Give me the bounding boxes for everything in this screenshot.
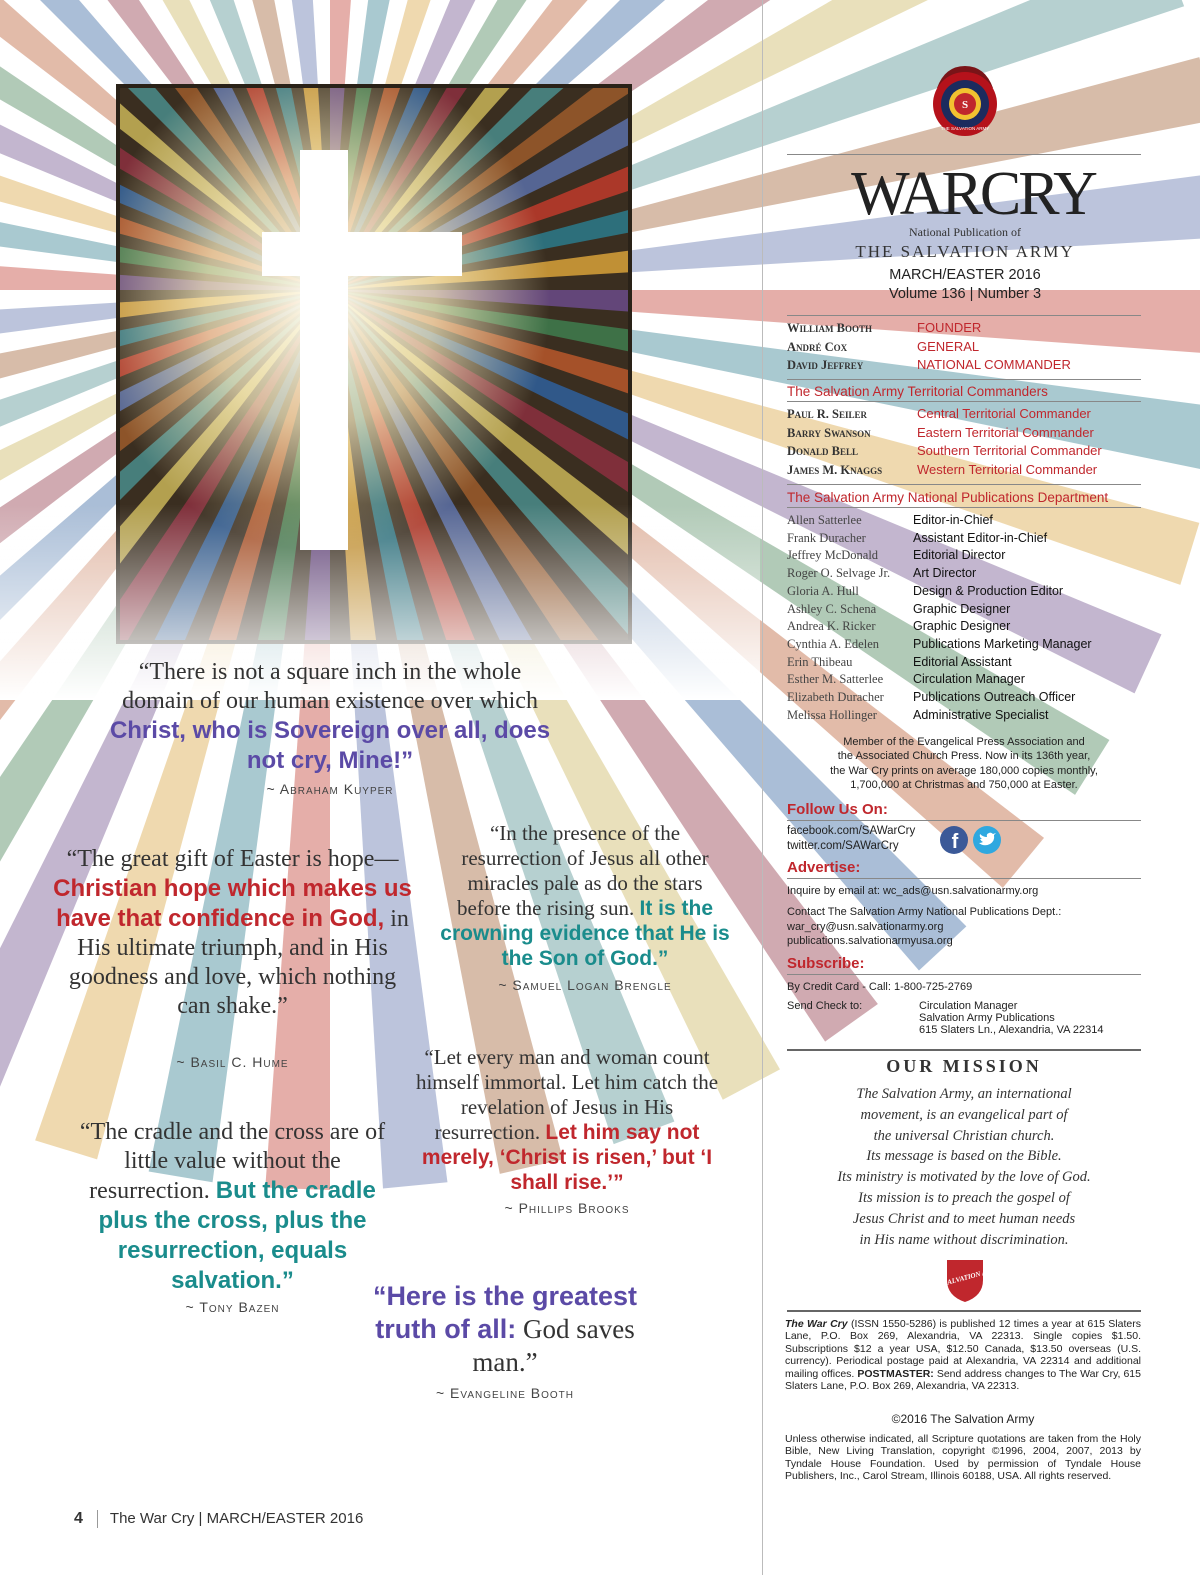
list-item xyxy=(787,424,1094,442)
page-folio xyxy=(74,1510,363,1528)
quote-highlight: “Here is the greatest truth of all: xyxy=(372,1281,638,1344)
list-item xyxy=(787,583,1063,601)
person-name: Jeffrey McDonald xyxy=(787,548,879,563)
divider xyxy=(787,401,1141,402)
advertise-email2[interactable]: war_cry@usn.salvationarmy.org xyxy=(787,921,944,933)
person-role: NATIONAL COMMANDER xyxy=(917,357,1071,373)
quote-highlight: It is the crowning evidence that He is the Son of God.” xyxy=(440,897,730,970)
divider xyxy=(787,974,1141,975)
quote-hume xyxy=(50,845,415,1021)
advertise-contact: Contact The Salvation Army National Publications Dept.: xyxy=(787,906,1062,918)
person-name: Andrea K. Ricker xyxy=(787,619,876,634)
quote-kuyper xyxy=(100,658,560,776)
svg-text:THE SALVATION ARMY: THE SALVATION ARMY xyxy=(940,126,990,131)
list-item xyxy=(787,654,1012,672)
divider xyxy=(787,820,1141,821)
publication-title: The War Cry xyxy=(785,1318,848,1330)
cross-sunburst-artwork xyxy=(0,0,760,700)
mission-line: movement, is an evangelical part of xyxy=(860,1106,1068,1123)
divider xyxy=(787,1310,1141,1312)
quote-text: “The great gift of Easter is hope— xyxy=(66,846,399,872)
publications-heading: The Salvation Army National Publications Department xyxy=(787,490,1109,505)
salvation-army-crest xyxy=(925,60,1005,140)
person-name: Paul R. Seiler xyxy=(787,407,868,421)
mission-line: Its mission is to preach the gospel of xyxy=(858,1189,1070,1206)
list-item xyxy=(787,565,976,583)
quote-text: “There is not a square inch in the whole domain of our human existence over which xyxy=(122,659,538,714)
mission-line: in His name without discrimination. xyxy=(859,1231,1069,1248)
scripture-note: Unless otherwise indicated, all Scripture quotations are taken from the Holy Bible, New Living Translation, copyright ©1996, 2004, 2007, 2013 by Tyndale House Foundation. Used by permission of Tyndale House Publishers, Inc., Carol Stream, Illinois 60188, USA. All rights reserved. xyxy=(785,1433,1141,1483)
divider xyxy=(787,379,1141,380)
publication-statement xyxy=(785,1318,1141,1392)
person-role: Southern Territorial Commander xyxy=(917,443,1102,459)
person-name: Esther M. Satterlee xyxy=(787,672,884,687)
svg-text:S: S xyxy=(961,99,969,111)
twitter-icon[interactable] xyxy=(972,825,1002,855)
mission-line: Jesus Christ and to meet human needs xyxy=(852,1210,1076,1227)
person-name: Frank Duracher xyxy=(787,530,866,545)
quote-text: “The cradle and the cross are of little value without the resurrection. xyxy=(79,1119,386,1204)
divider xyxy=(787,484,1141,485)
quote-highlight: Christ, who is Sovereign over all, does not cry, Mine!” xyxy=(109,717,551,774)
folio-text: The War Cry | MARCH/EASTER 2016 xyxy=(109,1510,364,1527)
list-item xyxy=(787,405,1091,423)
copyright: ©2016 The Salvation Army xyxy=(891,1412,1035,1426)
attribution-brengle: ~ Samuel Logan Brengle xyxy=(498,977,672,993)
postmaster-body: Send address changes to The War Cry, 615 Slaters Lane, P.O. Box 269, Alexandria, VA 22313. xyxy=(785,1367,1141,1393)
quote-text: “In the presence of the resurrection of Jesus all other miracles pale as do the stars before the rising sun. xyxy=(456,821,709,920)
list-item xyxy=(787,671,1025,689)
person-name: Cynthia A. Edelen xyxy=(787,636,879,651)
person-name: Melissa Hollinger xyxy=(787,707,877,722)
list-item xyxy=(787,512,993,530)
masthead-title: WARCRY xyxy=(851,160,1095,228)
subscribe-card: By Credit Card - Call: 1-800-725-2769 xyxy=(787,981,973,993)
person-role: Central Territorial Commander xyxy=(917,406,1091,421)
attribution-booth: ~ Evangeline Booth xyxy=(435,1385,575,1401)
list-item xyxy=(787,636,1092,654)
person-role: Graphic Designer xyxy=(913,619,1011,634)
person-role: Art Director xyxy=(913,566,977,581)
person-role: Graphic Designer xyxy=(913,601,1011,616)
membership-line: the Associated Church Press. Now in its 136th year, xyxy=(837,750,1091,763)
svg-text:THE SALVATION ARMY: THE SALVATION ARMY xyxy=(926,1264,1003,1292)
person-name: André Cox xyxy=(787,339,848,354)
person-role: Editorial Assistant xyxy=(913,654,1012,669)
divider xyxy=(787,507,1141,508)
list-item xyxy=(787,461,1097,479)
quote-brooks xyxy=(412,1045,722,1195)
subscribe-address-2: Salvation Army Publications xyxy=(919,1012,1055,1024)
quote-bazen xyxy=(75,1118,390,1296)
person-role: FOUNDER xyxy=(917,320,982,335)
list-item xyxy=(787,319,981,337)
volume-number: Volume 136 | Number 3 xyxy=(888,286,1042,302)
person-name: Erin Thibeau xyxy=(787,654,853,669)
subscribe-check-label: Send Check to: xyxy=(787,1000,863,1012)
membership-note xyxy=(787,735,1141,792)
advertise-email: Inquire by email at: wc_ads@usn.salvationarmy.org xyxy=(787,885,1039,897)
person-name: Barry Swanson xyxy=(787,425,871,440)
membership-line: the War Cry prints on average 180,000 copies monthly, xyxy=(830,764,1098,777)
person-role: GENERAL xyxy=(917,338,980,354)
person-name: Roger O. Selvage Jr. xyxy=(787,566,891,581)
attribution-hume: ~ Basil C. Hume xyxy=(176,1054,289,1070)
mission-line: the universal Christian church. xyxy=(873,1127,1055,1144)
quote-text-after: in His ultimate triumph, and in His goodness and love, which nothing can shake.” xyxy=(68,906,409,1019)
list-item xyxy=(787,689,1075,707)
person-name: Allen Satterlee xyxy=(787,513,862,527)
person-role: Publications Marketing Manager xyxy=(913,636,1092,651)
follow-heading: Follow Us On: xyxy=(787,801,888,818)
divider xyxy=(787,1049,1141,1051)
person-role: Assistant Editor-in-Chief xyxy=(913,530,1048,545)
mission-line: Its ministry is motivated by the love of God. xyxy=(837,1169,1091,1186)
list-item xyxy=(787,601,1010,619)
red-shield-icon xyxy=(926,1258,1003,1304)
publication-body: (ISSN 1550-5286) is published 12 times a year at 615 Slaters Lane, P.O. Box 269, Alexandria, VA 22313. Single copies $1.50. Subscriptions $12 a year USA, $12.50 Canada, $13.50 overseas (U.S. currency). Periodical postage paid at Alexandria, VA 22314 and additional mailing offices. xyxy=(785,1318,1141,1380)
masthead-subtitle1: National Publication of xyxy=(909,225,1021,239)
svg-text:f: f xyxy=(951,831,959,853)
person-role: Administrative Specialist xyxy=(913,707,1049,722)
advertise-web[interactable]: publications.salvationarmyusa.org xyxy=(787,935,953,947)
subscribe-address-1: Circulation Manager xyxy=(919,1000,1018,1012)
list-item xyxy=(787,530,1047,548)
facebook-icon[interactable] xyxy=(939,825,969,855)
quote-text: “Let every man and woman count himself immortal. Let him catch the revelation of Jesus in His resurrection. xyxy=(415,1045,719,1144)
divider xyxy=(787,154,1141,155)
person-role: Editorial Director xyxy=(913,548,1006,563)
territorial-heading: The Salvation Army Territorial Commanders xyxy=(787,384,1048,399)
advertise-heading: Advertise: xyxy=(787,859,861,876)
person-name: Ashley C. Schena xyxy=(787,601,877,616)
mission-line: Its message is based on the Bible. xyxy=(866,1148,1062,1165)
subscribe-heading: Subscribe: xyxy=(787,955,865,972)
subscribe-address-3: 615 Slaters Ln., Alexandria, VA 22314 xyxy=(919,1024,1104,1036)
person-role: Publications Outreach Officer xyxy=(913,690,1076,704)
person-role: Western Territorial Commander xyxy=(917,461,1098,477)
attribution-brooks: ~ Phillips Brooks xyxy=(504,1200,630,1216)
mission-statement xyxy=(787,1084,1141,1250)
attribution-bazen: ~ Tony Bazen xyxy=(185,1299,280,1315)
person-role: Circulation Manager xyxy=(913,672,1025,687)
list-item xyxy=(787,338,979,356)
quote-brengle xyxy=(440,821,730,971)
mission-line: The Salvation Army, an international xyxy=(856,1086,1072,1102)
list-item xyxy=(787,547,1005,565)
mission-heading: OUR MISSION xyxy=(886,1056,1042,1076)
quote-highlight: But the cradle plus the cross, plus the resurrection, equals salvation.” xyxy=(98,1177,376,1294)
page-number: 4 xyxy=(74,1510,98,1528)
list-item xyxy=(787,356,1071,374)
facebook-link[interactable]: facebook.com/SAWarCry xyxy=(787,825,916,837)
membership-line: 1,700,000 at Christmas and 750,000 at Easter. xyxy=(850,778,1078,791)
person-name: Elizabeth Duracher xyxy=(787,690,884,704)
person-name: James M. Knaggs xyxy=(787,462,883,477)
quote-booth xyxy=(360,1280,650,1379)
masthead-subtitle2: THE SALVATION ARMY xyxy=(855,242,1075,261)
person-name: David Jeffrey xyxy=(787,358,864,373)
postmaster-label: POSTMASTER: xyxy=(857,1367,934,1380)
person-name: Gloria A. Hull xyxy=(787,583,859,598)
attribution-kuyper: ~ Abraham Kuyper xyxy=(266,781,394,797)
person-role: Design & Production Editor xyxy=(913,583,1064,598)
divider xyxy=(787,315,1141,316)
person-role: Eastern Territorial Commander xyxy=(917,424,1094,440)
masthead-column xyxy=(762,0,1200,1575)
twitter-link[interactable]: twitter.com/SAWarCry xyxy=(787,840,899,852)
quote-highlight: Christian hope which makes us have that confidence in God, xyxy=(53,875,412,932)
list-item xyxy=(787,442,1102,460)
person-name: Donald Bell xyxy=(787,444,859,459)
issue-date: MARCH/EASTER 2016 xyxy=(889,267,1041,283)
membership-line: Member of the Evangelical Press Association and xyxy=(843,736,1085,748)
quote-highlight: Let him say not merely, ‘Christ is risen,’ but ‘I shall rise.’” xyxy=(421,1121,713,1194)
person-name: William Booth xyxy=(787,321,872,335)
person-role: Editor-in-Chief xyxy=(913,513,993,527)
quote-text: God saves man.” xyxy=(472,1314,635,1377)
list-item xyxy=(787,707,1048,725)
divider xyxy=(787,878,1141,879)
list-item xyxy=(787,618,1010,636)
